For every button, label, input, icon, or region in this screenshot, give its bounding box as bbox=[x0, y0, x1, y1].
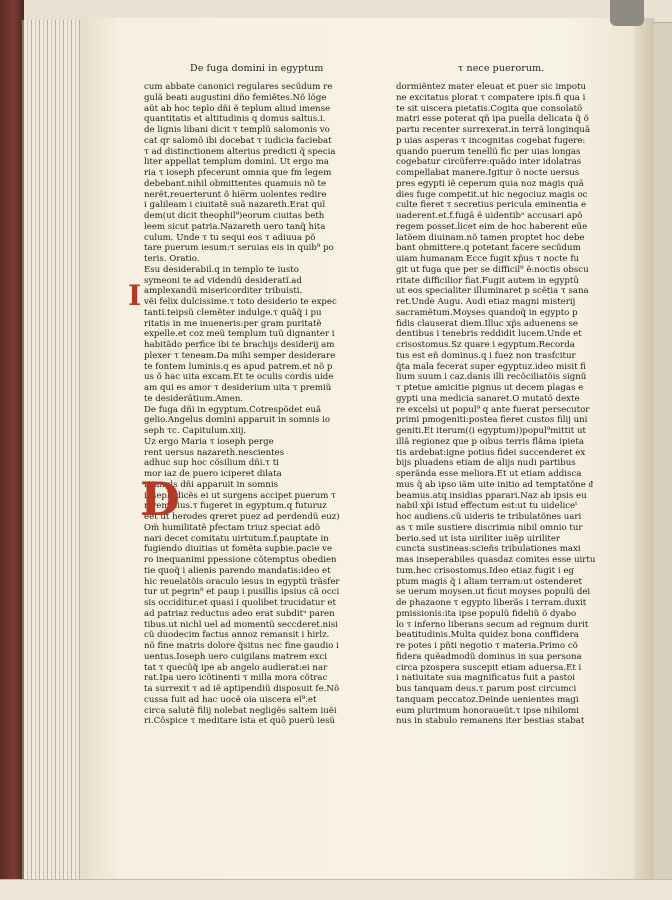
text-line: nabil xp̃i istud effectum est:ut tu uideliceᵗ bbox=[396, 501, 578, 512]
text-line: mus q̃ ab ipso iãm uite initio ad temptatõne ᵭ bbox=[396, 479, 593, 490]
text-column-right bbox=[396, 82, 636, 727]
text-line: Ũz ergo Maria τ ioseph perge bbox=[144, 436, 274, 447]
text-line: i natiuitate sua magnificatus fuit a pastoi bbox=[396, 673, 576, 684]
text-line: ne excitatus plorat τ compatere ipis.fi qua i bbox=[396, 92, 586, 103]
text-line: tibus.ut nichl uel ad momentũ seccderet.nisi bbox=[144, 619, 339, 630]
text-line: lium suum i caz.danis illi recõciliatõis signũ bbox=[396, 372, 587, 383]
text-line: tare puerum iesum:τ seruias eis in quib⁹ po bbox=[144, 243, 334, 254]
text-line: pmissionis:ita ipse populũ fideliũ õ dyabo bbox=[396, 608, 577, 619]
text-line: ioseph:dicẽs ei ut surgens accipet puerum τ bbox=[144, 490, 336, 501]
text-line: bus tanquam deus.τ parum post circumci bbox=[396, 684, 577, 694]
text-line: tur ut pegrin⁹ et paup i pusillis ipsius cã occi bbox=[144, 587, 340, 598]
text-line: berio.sed ut ista uiriliter iuẽp uiriliter bbox=[396, 533, 561, 544]
running-head-left: De fuga domini in egyptum bbox=[190, 63, 324, 74]
text-line: cat̃ qr salomõ ibi docebat τ iudicia faciebat bbox=[144, 135, 332, 146]
text-line: tanti.teipsũ clemẽter indulge.τ quãq̃ i pu bbox=[144, 307, 322, 318]
text-line: lo τ inferno liberans secum ad regnum durit bbox=[396, 619, 589, 630]
text-line: uentus.Ioseph uero cuigilans matrem exci bbox=[144, 651, 327, 662]
text-line: re excelsi ut popul⁹ q ante fuerat persecutor bbox=[396, 404, 590, 415]
text-line: habitãdo perfice ibi te brachijs desiderij am bbox=[144, 340, 335, 350]
text-line: te fontem luminis.q es apud patrem.et nõ p bbox=[144, 361, 333, 372]
decorated-initial-d bbox=[140, 474, 186, 524]
text-line: quantitatis et altitudinis q domus saltus.i. bbox=[144, 114, 326, 125]
text-line: sacramẽtum.Moyses quandoq̃ in egypto p bbox=[396, 307, 578, 318]
text-line: ri.Cõspice τ meditare ista et quõ puerũ iesũ bbox=[144, 716, 336, 727]
text-line: eum plurimum honoraueũt.τ ipse nihilomi bbox=[396, 705, 580, 716]
rubricated-initial-i: I bbox=[128, 279, 142, 312]
text-line: cum abbate canonici regulares secũdum re bbox=[144, 82, 333, 92]
running-head-right: τ nece puerorum. bbox=[458, 63, 545, 74]
text-line: dem(ut dicit theophil⁹)eorum ciuitas beth bbox=[144, 211, 325, 221]
text-line: nerẽt̃.reuerterunt õ hie̅rm uolentes redire bbox=[144, 189, 327, 200]
text-line: bant obmittere.q potetant facere secũdum bbox=[396, 243, 581, 254]
text-line: i galileam i ciuitatẽ suã nazareth.Erat quĩ bbox=[144, 200, 326, 211]
text-line: p uias asperas τ incognitas cogebat fugere: bbox=[396, 135, 586, 146]
text-line: liter appellat̃ templum domini. Ut ergo ma bbox=[144, 157, 329, 168]
metal-clip bbox=[610, 0, 644, 26]
text-line: crisostomus.Sz quare i egyptum.Recorda bbox=[396, 340, 575, 350]
text-line: Esu desiderabil̃.q in templo te iusto bbox=[144, 264, 299, 275]
text-line: debebant̃.nihil obmittentes quamuis nõ te bbox=[144, 178, 327, 189]
text-line: hic reuelatõis oraculo iesus in egyptũ trãsfer bbox=[144, 576, 340, 587]
text-line: nari decet comitatu uirtutum.f.pauptate in bbox=[144, 533, 329, 544]
initial-d-letter: D bbox=[140, 472, 180, 526]
text-line: fidera quẽadmodũ dominus in sua persona bbox=[396, 651, 582, 662]
text-line: gypti una medicia sanaret.O mutatõ dexte bbox=[396, 393, 580, 404]
text-line: m̃rem eius.τ fugeret in egyptum.q futuruz bbox=[144, 501, 327, 512]
text-line: git ut fuga que per se difficil⁹ ẽ:noctis obscu bbox=[396, 264, 589, 275]
text-line: nõ fine matris dolore q̃situs nec fine gaudio i bbox=[144, 641, 339, 651]
text-line: mas inseperabiles quasdaz comites esse uirtu bbox=[396, 555, 596, 565]
text-line: bijs pluadens etiam de alijs nudi partibus bbox=[396, 458, 576, 469]
text-line: circa salutẽ filij nolebat negligẽs saltem iuẽi bbox=[144, 705, 337, 716]
text-line: hoc audiens.cũ uideris te tribulatõnes uari bbox=[396, 512, 582, 522]
text-line: latõem diuinam.nõ tamen proptet hoc debe bbox=[396, 232, 585, 243]
text-line: am qui es amor τ desiderium uita τ premiũ bbox=[144, 383, 332, 393]
text-line: ptum magis q̃ i aliam terram:ut ostenderet bbox=[396, 576, 582, 587]
text-line: as τ mile sustiere discrimia nibil omnio tur bbox=[396, 522, 583, 533]
text-line: regem posset.licet eim de hoc haberent eũe bbox=[396, 221, 588, 232]
text-line: expelle.et coz meũ templum tuũ dignanter i bbox=[144, 329, 335, 340]
text-line: pres egypti iẽ ceperum quia noz magis quã bbox=[396, 178, 584, 189]
text-line: amplexandũ misericorditer tribuisti. bbox=[144, 286, 303, 297]
text-line: fugiendo diuitias ut fomẽta supbie.pacie ve bbox=[144, 544, 333, 555]
text-line: tie quoq̃ i alienis parendo mandatis:ideo et bbox=[144, 565, 331, 576]
text-line: cussa fuit ad hac uocẽ oia uiscera eĩ⁹.et bbox=[144, 694, 317, 705]
text-line: partu recenter surrexerat.in terrã longinquã bbox=[396, 125, 591, 135]
text-line: symeoni te ad videndũ desideratĩ.ad bbox=[144, 275, 302, 286]
text-line: fidis clauserat diem.Illuc xp̃s aduenens se bbox=[396, 318, 578, 329]
text-line: ret.Unde Augu. Audi etiaz magni misterij bbox=[396, 297, 576, 307]
text-column-left bbox=[144, 82, 384, 727]
text-line: ria τ ioseph pfecerunt omnia que fm legem bbox=[144, 168, 332, 178]
text-line: rat.Ipa uero icõtinenti τ milla mora cõtrac bbox=[144, 673, 328, 684]
text-line: dormiẽntez mater eleuat et puer sic impotu bbox=[396, 82, 587, 92]
text-line: adhuc sup hoc cõsilium dñi.τ ti bbox=[144, 458, 279, 469]
text-line: se uerum moysen.ut ficut moyses populũ dei bbox=[396, 587, 591, 598]
book-cover-spine bbox=[0, 0, 24, 900]
text-line: re potes i pñti negotio τ materia.Primo cõ bbox=[396, 641, 578, 651]
text-line: sis occiditur.et quasi i quolibet trucidatur et bbox=[144, 598, 336, 608]
page-gutter-shadow bbox=[634, 18, 654, 882]
text-line: us õ hac uita excam.Et te oculis cordis uide bbox=[144, 372, 334, 383]
text-line: eet ut herodes qreret puez ad perdendũ euz) bbox=[144, 512, 340, 522]
text-line: gulã beati augustini dño femiẽtes.Nõ lõge bbox=[144, 92, 327, 103]
text-line: dentibus i tenebris reddidit lucem.Unde et bbox=[396, 329, 582, 340]
text-line: aũt ab hoc teplo dñi ẽ teplum aliud imense bbox=[144, 103, 331, 114]
text-line: De fuga dñi in egyptum.Cotrespõdet euã bbox=[144, 404, 322, 415]
text-line: Õm̃ humilitatẽ pfectam triuz speciat̃ adõ bbox=[144, 522, 321, 533]
text-line: cuncta sustineas:scieñs tribulationes maxi bbox=[396, 544, 581, 555]
text-line: ritatis in me inueneris:per gram puritatẽ bbox=[144, 318, 322, 329]
text-line: tus est eñ dominus.q i fuez non trasfcitur bbox=[396, 350, 576, 361]
text-line: culte fieret τ secretius pericula eminentia e bbox=[396, 200, 587, 211]
text-line: leem sicut patria.Nazareth uero tanq̃ hita bbox=[144, 221, 326, 232]
text-line: tat τ quecũq̃ ipe ab angelo audierat:ei nar bbox=[144, 662, 328, 673]
text-line: gelio.Angelus domini apparuit in somnis io bbox=[144, 415, 331, 426]
text-line: de lignis libani dicit̃ τ templũ salomonis vo bbox=[144, 125, 330, 135]
text-line: tum.hec crisostomus.Ideo etiaz fugit i eg bbox=[396, 565, 574, 576]
text-line: tanquam peccatoz.Deinde uenientes magi bbox=[396, 694, 579, 705]
text-line: dies fuge competit.ut hic negociuz magis oc bbox=[396, 189, 588, 200]
text-line: ta surrexit τ ad iẽ aptipendiũ disposuit fe.Nõ bbox=[144, 684, 340, 694]
text-line: teris. Oratio. bbox=[144, 254, 200, 264]
text-line: matri esse poterat qñ ipa puella delicata q̃ õ bbox=[396, 114, 589, 125]
text-line: rent uersus nazareth.nescientes bbox=[144, 447, 285, 458]
text-line: compellabat̃ manere.Igitur õ nocte uersus bbox=[396, 168, 580, 178]
text-line: beamus.atq insidias pparari.Naz ab ipsis eu bbox=[396, 490, 587, 501]
text-line: cũ duodecim factus annoz remansit i hirlz. bbox=[144, 630, 330, 641]
text-line: ritate difficilior fiat.Fugit autem in egyptũ bbox=[396, 275, 579, 286]
text-line: nus in stabulo remanens iter bestias stabat bbox=[396, 716, 585, 727]
book-cover-bottom bbox=[0, 879, 672, 900]
text-line: circa pzospera suscepit etiam aduersa.Et i bbox=[396, 662, 582, 673]
text-line: sperãnda esse meliora.Et ut etiam addisca bbox=[396, 469, 582, 479]
text-line: mor iaz de puero iciperet dilata bbox=[144, 469, 282, 479]
text-line: ad patriaz reductus adeo erat subditᵘ paren bbox=[144, 608, 335, 619]
text-line: beatitudinis.Multa quidez bona conffidera bbox=[396, 630, 579, 641]
text-line: τ ad distinctionem alterius predicti q̃ specia bbox=[144, 146, 336, 157]
text-line: τ ptetue amicitie pignus ut decem plagas e bbox=[396, 383, 584, 393]
text-line: plexer τ teneam.Da mihi semper desiderare bbox=[144, 350, 336, 361]
text-line: q̃ta mala fecerat super egyptuz.ideo misit fi bbox=[396, 361, 587, 372]
text-line: ro inequanimi ppessione cõtemptus obedien bbox=[144, 555, 337, 565]
text-line: culum. Unde τ tu sequi eos τ adiuua põ bbox=[144, 232, 316, 243]
text-line: de phazaone τ egypto liberãs i terram.duxit bbox=[396, 598, 587, 608]
text-line: te sit uiscera pietatis.Cogita que consolatõ bbox=[396, 103, 583, 114]
text-line: illã regionez que p oibus terris flãma ipieta bbox=[396, 436, 584, 447]
text-line: uaderent.et.f.fugã ẽ uidentibᵘ accusari apõ bbox=[396, 211, 583, 221]
text-line: vẽi felix dulcissime.τ toto desiderio te expec bbox=[144, 297, 337, 307]
text-line: ut eos specialiter illuminaret p scẽtia τ sana bbox=[396, 286, 589, 297]
text-line: ri(angls dñi apparuit in somnis bbox=[144, 479, 279, 490]
text-line: tis ardebat:igne potius fidei succenderet ex bbox=[396, 447, 586, 458]
text-line: cogebatur circũferre:quãdo inter idolatras bbox=[396, 157, 582, 168]
text-line: geniti.Et iterum((i egyptum))popul⁹mittit ut bbox=[396, 426, 586, 436]
text-line: uiam humanam Ecce fugit xp̃us τ nocte fu bbox=[396, 254, 580, 264]
text-line: te desiderãtium.Amen. bbox=[144, 393, 244, 404]
text-line: seph τc. Capitulum.xiij. bbox=[144, 426, 247, 436]
text-line: quando puerum tenellũ fic per uias longas bbox=[396, 146, 581, 157]
text-line: primi pmogeniti:postea fieret custos filij uni bbox=[396, 415, 588, 426]
